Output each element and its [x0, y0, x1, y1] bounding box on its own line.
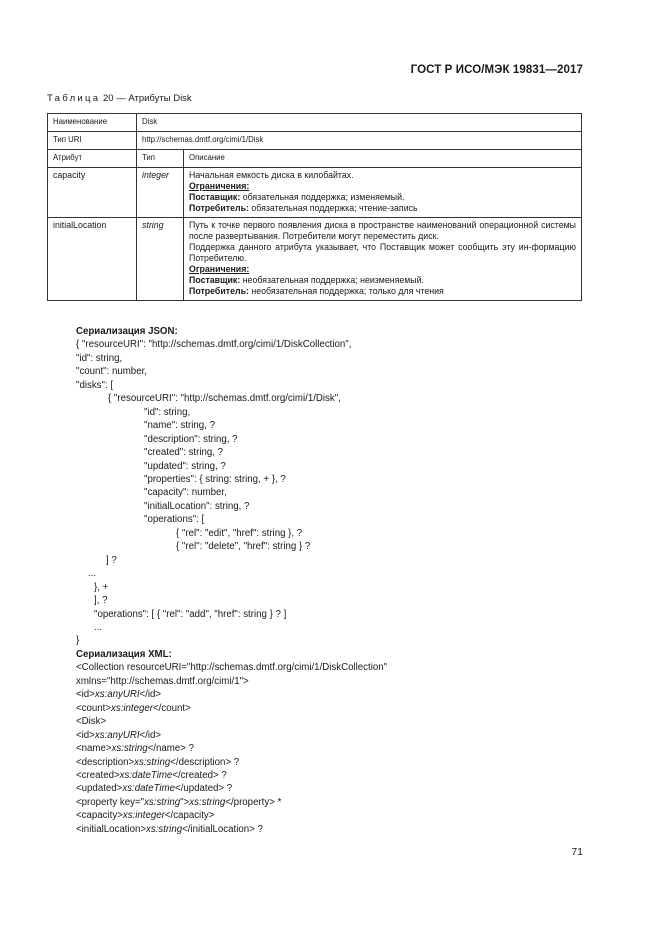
xml-type: xs:anyURI [94, 689, 140, 701]
json-line: "count": number, [76, 366, 147, 378]
consumer-text: обязательная поддержка; чтение-запись [248, 203, 418, 213]
table-row [48, 168, 582, 218]
json-line: ... [88, 568, 97, 580]
consumer-text: необязательная поддержка; только для чтения [248, 286, 444, 296]
json-line: "name": string, ? [144, 420, 215, 432]
xml-line: <Collection resourceURI="http://schemas.dmtf.org/cimi/1/DiskCollection" [76, 662, 388, 674]
meta-label: Наименование [48, 114, 137, 132]
document-header: ГОСТ Р ИСО/МЭК 19831—2017 [410, 64, 583, 76]
xml-type: xs:integer [122, 810, 165, 822]
json-heading: Сериализация JSON: [76, 326, 178, 337]
xml-line [76, 823, 387, 836]
table-caption-word: Таблица [47, 93, 101, 104]
consumer-label: Потребитель: [189, 286, 249, 296]
table-header-row [48, 150, 582, 168]
constraints-label: Ограничения: [189, 181, 250, 191]
xml-line [76, 702, 387, 715]
attributes-table [47, 113, 582, 301]
provider-line [189, 275, 576, 286]
attribute-name: initialLocation [48, 218, 137, 301]
attribute-type: string [137, 218, 184, 301]
xml-line: xmlns="http://schemas.dmtf.org/cimi/1"> [76, 675, 249, 687]
meta-value: http://schemas.dmtf.org/cimi/1/Disk [137, 132, 582, 150]
xml-tag: </property> * [225, 796, 282, 808]
description-text-2: Поддержка данного атрибута указывает, что Поставщик может сообщить эту ин-формацию Потребителю. [189, 242, 576, 263]
xml-tag: </count> [153, 702, 191, 714]
xml-tag: <updated> [76, 783, 123, 795]
json-line: "operations": [ { "rel": "add", "href": string } ? ] [94, 608, 287, 620]
xml-tag: </id> [139, 729, 162, 741]
xml-line [76, 796, 387, 809]
consumer-line [189, 203, 576, 214]
table-meta-row [48, 132, 582, 150]
json-line: "disks": [ [76, 379, 114, 391]
xml-type: xs:dateTime [119, 769, 173, 781]
xml-tag: <id> [76, 729, 95, 741]
attribute-description [184, 218, 582, 301]
xml-tag: <id> [76, 689, 95, 701]
json-line: { "rel": "delete", "href": string } ? [176, 541, 311, 553]
json-line: } [76, 635, 80, 647]
json-line: }, + [94, 581, 109, 593]
xml-tag: <count> [76, 702, 112, 714]
xml-tag: <property key=" [76, 796, 145, 808]
xml-tag: <description> [76, 756, 135, 768]
json-line: "initialLocation": string, ? [144, 500, 250, 512]
column-header-type: Тип [137, 150, 184, 168]
json-line: { "resourceURI": "http://schemas.dmtf.org/cimi/1/Disk", [108, 393, 341, 405]
xml-type: xs:integer [111, 702, 154, 714]
xml-type: xs:string [189, 796, 226, 808]
consumer-line [189, 286, 576, 297]
xml-line [76, 742, 387, 755]
xml-tag: </description> ? [170, 756, 240, 768]
json-line: "operations": [ [144, 514, 205, 526]
json-line: { "rel": "edit", "href": string }, ? [176, 527, 303, 539]
table-caption [47, 93, 192, 104]
column-header-attribute: Атрибут [48, 150, 137, 168]
xml-type: xs:string [111, 743, 148, 755]
json-line: { "resourceURI": "http://schemas.dmtf.org/cimi/1/DiskCollection", [76, 339, 352, 351]
xml-line [76, 769, 387, 782]
json-line: ... [94, 621, 103, 633]
xml-line [76, 756, 387, 769]
json-line: "id": string, [144, 406, 191, 418]
table-caption-title: 20 — Атрибуты Disk [103, 93, 192, 104]
xml-tag: <capacity> [76, 810, 123, 822]
provider-line [189, 192, 576, 203]
meta-label: Тип URI [48, 132, 137, 150]
attribute-name: capacity [48, 168, 137, 218]
xml-line [76, 729, 387, 742]
description-text: Начальная емкость диска в килобайтах. [189, 170, 354, 180]
json-line: "updated": string, ? [144, 460, 226, 472]
xml-tag: </name> ? [147, 743, 194, 755]
xml-tag: <initialLocation> [76, 823, 147, 835]
provider-text: необязательная поддержка; неизменяемый. [240, 275, 424, 285]
xml-tag: </created> ? [172, 769, 227, 781]
json-line: "created": string, ? [144, 447, 224, 459]
xml-tag: </updated> ? [175, 783, 233, 795]
xml-tag: "> [180, 796, 190, 808]
xml-type: xs:anyURI [94, 729, 140, 741]
json-line: "description": string, ? [144, 433, 238, 445]
provider-label: Поставщик: [189, 192, 241, 202]
description-text: Путь к точке первого появления диска в пространстве наименований операционной системы после развертывания. Потребители могут переместить диск. [189, 220, 576, 241]
serialization-block [76, 325, 387, 836]
xml-type: xs:string [144, 796, 181, 808]
json-line: "id": string, [76, 352, 123, 364]
meta-value: Disk [137, 114, 582, 132]
xml-tag: </initialLocation> ? [182, 823, 263, 835]
page-number: 71 [571, 846, 583, 858]
constraints-label: Ограничения: [189, 264, 250, 274]
attribute-type: integer [137, 168, 184, 218]
xml-line [76, 809, 387, 822]
xml-type: xs:string [146, 823, 183, 835]
xml-line [76, 782, 387, 795]
column-header-description: Описание [184, 150, 582, 168]
json-line: "properties": { string: string, + }, ? [144, 473, 286, 485]
provider-text: обязательная поддержка; изменяемый. [240, 192, 405, 202]
xml-tag: <name> [76, 743, 112, 755]
json-line: ] ? [106, 554, 117, 566]
xml-line [76, 688, 387, 701]
consumer-label: Потребитель: [189, 203, 249, 213]
xml-tag: <created> [76, 769, 120, 781]
xml-line: <Disk> [76, 716, 107, 728]
xml-type: xs:string [134, 756, 171, 768]
table-row [48, 218, 582, 301]
attribute-description [184, 168, 582, 218]
table-meta-row [48, 114, 582, 132]
json-line: ], ? [94, 595, 108, 607]
json-line: "capacity": number, [144, 487, 227, 499]
xml-tag: </id> [139, 689, 162, 701]
provider-label: Поставщик: [189, 275, 241, 285]
xml-tag: </capacity> [164, 810, 215, 822]
xml-heading: Сериализация XML: [76, 648, 172, 660]
xml-type: xs:dateTime [122, 783, 176, 795]
